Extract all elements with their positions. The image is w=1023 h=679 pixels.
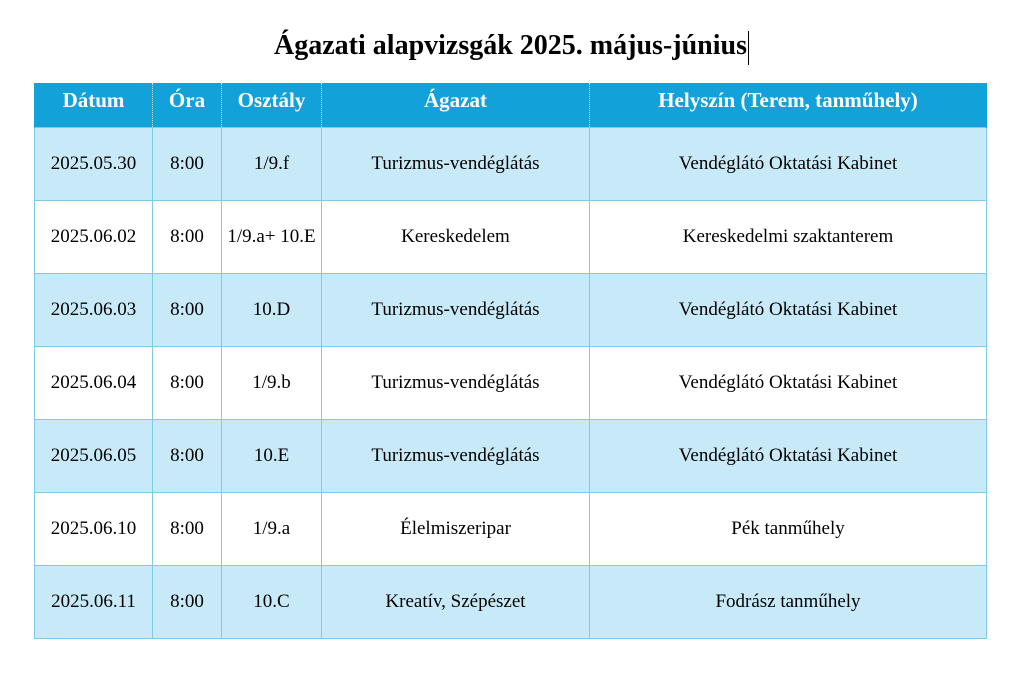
cell-date: 2025.06.02 [35, 201, 153, 274]
cell-sector: Turizmus-vendéglátás [322, 128, 590, 201]
cell-sector: Élelmiszeripar [322, 493, 590, 566]
exam-schedule-table [34, 83, 987, 639]
cell-time: 8:00 [153, 128, 222, 201]
cell-class: 1/9.a [222, 493, 322, 566]
document-title-text: Ágazati alapvizsgák 2025. május-június [274, 30, 747, 61]
table-row [35, 493, 987, 566]
header-class: Osztály [222, 83, 322, 128]
table-row [35, 566, 987, 639]
cell-place: Vendéglátó Oktatási Kabinet [590, 347, 987, 420]
cell-time: 8:00 [153, 347, 222, 420]
cell-time: 8:00 [153, 420, 222, 493]
cell-sector: Turizmus-vendéglátás [322, 274, 590, 347]
cell-date: 2025.06.11 [35, 566, 153, 639]
cell-place: Pék tanműhely [590, 493, 987, 566]
table-row [35, 201, 987, 274]
header-place: Helyszín (Terem, tanműhely) [590, 83, 987, 128]
cell-date: 2025.06.03 [35, 274, 153, 347]
cell-place: Vendéglátó Oktatási Kabinet [590, 274, 987, 347]
table-row [35, 420, 987, 493]
header-date: Dátum [35, 83, 153, 128]
cell-class: 1/9.b [222, 347, 322, 420]
cell-time: 8:00 [153, 493, 222, 566]
cell-date: 2025.05.30 [35, 128, 153, 201]
table-row [35, 347, 987, 420]
header-time: Óra [153, 83, 222, 128]
table-header-row [35, 83, 987, 128]
cell-class: 10.E [222, 420, 322, 493]
cell-time: 8:00 [153, 274, 222, 347]
cell-place: Kereskedelmi szaktanterem [590, 201, 987, 274]
cell-sector: Kreatív, Szépészet [322, 566, 590, 639]
cell-place: Vendéglátó Oktatási Kabinet [590, 420, 987, 493]
cell-place: Fodrász tanműhely [590, 566, 987, 639]
cell-date: 2025.06.05 [35, 420, 153, 493]
header-sector: Ágazat [322, 83, 590, 128]
cell-sector: Kereskedelem [322, 201, 590, 274]
cell-date: 2025.06.04 [35, 347, 153, 420]
cell-class: 10.D [222, 274, 322, 347]
cell-sector: Turizmus-vendéglátás [322, 347, 590, 420]
cell-sector: Turizmus-vendéglátás [322, 420, 590, 493]
cell-class: 1/9.a+ 10.E [222, 201, 322, 274]
document-title [0, 26, 1023, 66]
cell-class: 10.C [222, 566, 322, 639]
cell-place: Vendéglátó Oktatási Kabinet [590, 128, 987, 201]
table-row [35, 274, 987, 347]
table-row [35, 128, 987, 201]
cell-class: 1/9.f [222, 128, 322, 201]
cell-time: 8:00 [153, 566, 222, 639]
cell-date: 2025.06.10 [35, 493, 153, 566]
text-cursor [748, 31, 749, 65]
cell-time: 8:00 [153, 201, 222, 274]
